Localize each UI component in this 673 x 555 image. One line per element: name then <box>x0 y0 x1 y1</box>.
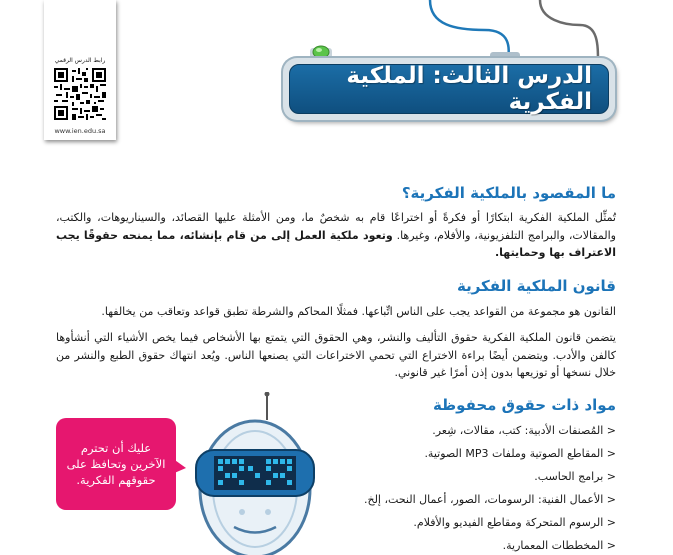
list-item: < الأعمال الفنية: الرسومات، الصور، أعمال النحت، إلخ. <box>363 493 616 506</box>
qr-card[interactable] <box>44 0 116 140</box>
list-item: < المقاطع الصوتية وملفات MP3 الصوتية. <box>424 447 616 460</box>
qr-url[interactable]: www.ien.edu.sa <box>54 127 106 135</box>
banner-decoration <box>280 0 610 62</box>
section2-heading: قانون الملكية الفكرية <box>457 277 616 295</box>
list-item: < برامج الحاسب. <box>534 470 616 483</box>
section1-paragraph <box>56 209 616 262</box>
section1-bold-text: وتعود ملكية العمل إلى من قام بإنشائه، مما يمنحه حقوقًا يجب الاعتراف بها وحمايتها. <box>56 228 616 259</box>
speech-bubble <box>56 418 176 510</box>
speech-bubble-tail <box>172 458 186 474</box>
robot-mascot-icon <box>190 392 320 555</box>
list-item: < الرسوم المتحركة ومقاطع الفيديو والأفلام. <box>413 516 616 529</box>
qr-code-icon[interactable] <box>54 68 106 120</box>
list-item: < المُصنفات الأدبية: كتب، مقالات، شِعر. <box>432 424 616 437</box>
list-item: < المخططات المعمارية. <box>502 539 616 552</box>
section3-heading: مواد ذات حقوق محفوظة <box>432 396 616 414</box>
section1-text: تُمثِّل الملكية الفكرية ابتكارًا أو فكرةً أو اختراعًا قام به شخصٌ ما، ومن الأمثلة عليها القصائد، والسيناريوهات، والكتب، والمقالات، والبرامج التلفزيونية، والأفلام، وغيرها. <box>56 211 616 242</box>
section1-heading: ما المقصود بالملكية الفكرية؟ <box>401 184 616 202</box>
qr-title: رابط الدرس الرقمي <box>54 57 106 64</box>
speech-bubble-text: عليك أن تحترم الآخرين وتحافظ على حقوقهم الفكرية. <box>66 441 166 487</box>
section2-paragraph-2: يتضمن قانون الملكية الفكرية حقوق التأليف والنشر، وهي الحقوق التي يتمتع بها الأشخاص فيما يخص الأشياء التي أنشأوها كالفن والأدب. ويتضمن أيضًا براءة الاختراع التي تحمي الاختراعات التي يصنعها الناس. ويُعد انتهاك حقوق الطبع والنشر من خلال نسخها أو توزيعها بدون إذن أمرًا غير قانوني. <box>56 331 616 379</box>
section2-paragraph-1: القانون هو مجموعة من القواعد يجب على الناس اتِّباعها. فمثلًا المحاكم والشرطة تطبق قواعد وتعاقب من يخالفها. <box>101 305 616 318</box>
lesson-title: الدرس الثالث: الملكية الفكرية <box>346 63 592 115</box>
lesson-title-banner <box>283 58 615 120</box>
